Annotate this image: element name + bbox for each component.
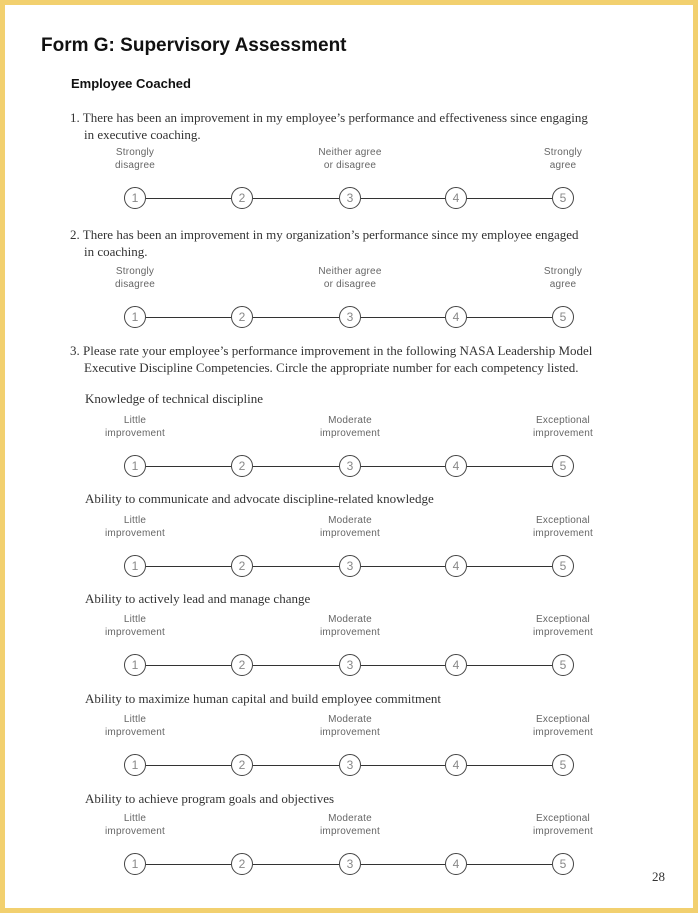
scale-question-2 (5, 265, 693, 345)
anchor-label-line-2: improvement (533, 727, 593, 738)
anchor-label-line-2: improvement (320, 528, 380, 539)
rating-option-1[interactable]: 1 (124, 455, 146, 477)
rating-option-3[interactable]: 3 (339, 455, 361, 477)
rating-option-1[interactable]: 1 (124, 306, 146, 328)
anchor-label-line-1: Moderate (328, 813, 372, 824)
anchor-label-low (80, 265, 190, 291)
anchor-label-line-2: improvement (320, 428, 380, 439)
anchor-label-line-2: improvement (105, 428, 165, 439)
scale-connector-line (146, 765, 231, 766)
question-1 (70, 109, 640, 143)
question-2 (70, 226, 640, 260)
rating-option-4[interactable]: 4 (445, 187, 467, 209)
competency-4-label: Ability to maximize human capital and build employee commitment (85, 691, 441, 706)
form-title: Form G: Supervisory Assessment (41, 35, 347, 56)
scale-competency-1 (5, 414, 693, 494)
scale-connector-line (467, 864, 552, 865)
anchor-label-line-2: improvement (320, 826, 380, 837)
anchor-label-mid (295, 613, 405, 639)
anchor-label-line-2: improvement (320, 627, 380, 638)
rating-option-1[interactable]: 1 (124, 555, 146, 577)
anchor-label-line-1: Little (123, 614, 147, 625)
rating-option-1[interactable]: 1 (124, 654, 146, 676)
scale-connector-line (253, 765, 339, 766)
anchor-label-high (508, 613, 618, 639)
competency-2-label: Ability to communicate and advocate discipline-related knowledge (85, 491, 434, 506)
anchor-label-line-1: Moderate (328, 515, 372, 526)
anchor-label-line-1: Strongly (543, 266, 583, 277)
anchor-label-low (80, 414, 190, 440)
rating-option-5[interactable]: 5 (552, 306, 574, 328)
scale-competency-4 (5, 713, 693, 793)
rating-option-3[interactable]: 3 (339, 654, 361, 676)
section-title: Employee Coached (71, 76, 191, 91)
rating-option-3[interactable]: 3 (339, 555, 361, 577)
scale-connector-line (361, 864, 445, 865)
rating-option-5[interactable]: 5 (552, 754, 574, 776)
scale-competency-2 (5, 514, 693, 594)
question-2-line-2: in coaching. (84, 244, 148, 259)
competency-3-label: Ability to actively lead and manage change (85, 591, 311, 606)
anchor-label-mid (295, 713, 405, 739)
anchor-label-low (80, 713, 190, 739)
anchor-label-low (80, 514, 190, 540)
anchor-label-low (80, 812, 190, 838)
anchor-label-line-1: Strongly (543, 147, 583, 158)
scale-connector-line (467, 566, 552, 567)
anchor-label-line-1: Exceptional (536, 415, 590, 426)
rating-option-3[interactable]: 3 (339, 853, 361, 875)
scale-connector-line (467, 765, 552, 766)
scale-connector-line (146, 864, 231, 865)
anchor-label-line-1: Exceptional (536, 714, 590, 725)
rating-option-1[interactable]: 1 (124, 187, 146, 209)
scale-connector-line (467, 665, 552, 666)
anchor-label-line-1: Little (123, 415, 147, 426)
scale-connector-line (253, 864, 339, 865)
anchor-label-line-2: disagree (115, 160, 155, 171)
scale-question-1 (5, 146, 693, 226)
scale-competency-5 (5, 812, 693, 892)
form-page (5, 5, 693, 908)
anchor-label-line-2: improvement (105, 528, 165, 539)
anchor-label-line-1: Little (123, 714, 147, 725)
anchor-label-high (508, 713, 618, 739)
scale-connector-line (467, 198, 552, 199)
competency-1-label: Knowledge of technical discipline (85, 391, 263, 406)
anchor-label-high (508, 146, 618, 172)
question-3 (70, 342, 640, 376)
rating-option-2[interactable]: 2 (231, 555, 253, 577)
anchor-label-line-1: Exceptional (536, 515, 590, 526)
anchor-label-line-2: disagree (115, 279, 155, 290)
rating-option-4[interactable]: 4 (445, 455, 467, 477)
anchor-label-line-1: Moderate (328, 714, 372, 725)
rating-option-5[interactable]: 5 (552, 455, 574, 477)
anchor-label-line-2: or disagree (323, 279, 377, 290)
rating-option-5[interactable]: 5 (552, 853, 574, 875)
anchor-label-line-1: Neither agree (318, 266, 382, 277)
rating-option-2[interactable]: 2 (231, 853, 253, 875)
rating-option-1[interactable]: 1 (124, 853, 146, 875)
rating-option-1[interactable]: 1 (124, 754, 146, 776)
rating-option-2[interactable]: 2 (231, 306, 253, 328)
scale-connector-line (361, 317, 445, 318)
anchor-label-mid (295, 265, 405, 291)
rating-option-5[interactable]: 5 (552, 555, 574, 577)
question-3-line-1: 3. Please rate your employee’s performance improvement in the following NASA Leadership Model (70, 343, 593, 358)
scale-connector-line (361, 665, 445, 666)
scale-connector-line (253, 317, 339, 318)
rating-option-3[interactable]: 3 (339, 754, 361, 776)
rating-option-3[interactable]: 3 (339, 187, 361, 209)
rating-option-2[interactable]: 2 (231, 654, 253, 676)
rating-option-3[interactable]: 3 (339, 306, 361, 328)
anchor-label-low (80, 146, 190, 172)
question-1-line-2: in executive coaching. (84, 127, 201, 142)
anchor-label-line-1: Moderate (328, 614, 372, 625)
anchor-label-line-2: improvement (533, 826, 593, 837)
anchor-label-line-2: improvement (533, 627, 593, 638)
scale-connector-line (253, 566, 339, 567)
scale-connector-line (361, 466, 445, 467)
question-2-line-1: 2. There has been an improvement in my organization’s performance since my employee engaged (70, 227, 579, 242)
anchor-label-line-1: Little (123, 515, 147, 526)
rating-option-2[interactable]: 2 (231, 754, 253, 776)
scale-connector-line (467, 317, 552, 318)
anchor-label-high (508, 414, 618, 440)
anchor-label-mid (295, 146, 405, 172)
scale-connector-line (253, 198, 339, 199)
anchor-label-mid (295, 414, 405, 440)
anchor-label-line-1: Exceptional (536, 813, 590, 824)
rating-option-4[interactable]: 4 (445, 306, 467, 328)
anchor-label-low (80, 613, 190, 639)
question-1-line-1: 1. There has been an improvement in my employee’s performance and effectiveness since engaging (70, 110, 588, 125)
anchor-label-line-2: or disagree (323, 160, 377, 171)
question-3-line-2: Executive Discipline Competencies. Circle the appropriate number for each competency listed. (84, 360, 579, 375)
rating-option-4[interactable]: 4 (445, 754, 467, 776)
rating-option-4[interactable]: 4 (445, 853, 467, 875)
anchor-label-line-2: improvement (105, 826, 165, 837)
anchor-label-mid (295, 812, 405, 838)
scale-connector-line (467, 466, 552, 467)
rating-option-4[interactable]: 4 (445, 555, 467, 577)
scale-connector-line (253, 466, 339, 467)
scale-connector-line (146, 198, 231, 199)
competency-5-label: Ability to achieve program goals and objectives (85, 791, 335, 806)
anchor-label-line-2: agree (549, 279, 577, 290)
rating-option-2[interactable]: 2 (231, 455, 253, 477)
anchor-label-high (508, 514, 618, 540)
anchor-label-line-2: improvement (105, 627, 165, 638)
anchor-label-line-2: improvement (533, 428, 593, 439)
rating-option-5[interactable]: 5 (552, 654, 574, 676)
anchor-label-mid (295, 514, 405, 540)
scale-connector-line (146, 317, 231, 318)
anchor-label-line-1: Neither agree (318, 147, 382, 158)
anchor-label-line-2: improvement (533, 528, 593, 539)
scale-connector-line (146, 566, 231, 567)
scale-competency-3 (5, 613, 693, 693)
anchor-label-line-1: Exceptional (536, 614, 590, 625)
anchor-label-high (508, 265, 618, 291)
scale-connector-line (146, 665, 231, 666)
scale-connector-line (361, 198, 445, 199)
scale-connector-line (361, 566, 445, 567)
scale-connector-line (146, 466, 231, 467)
anchor-label-line-2: agree (549, 160, 577, 171)
anchor-label-line-1: Little (123, 813, 147, 824)
anchor-label-line-2: improvement (320, 727, 380, 738)
scale-connector-line (253, 665, 339, 666)
anchor-label-line-2: improvement (105, 727, 165, 738)
page-number: 28 (652, 869, 665, 884)
rating-option-5[interactable]: 5 (552, 187, 574, 209)
anchor-label-high (508, 812, 618, 838)
anchor-label-line-1: Strongly (115, 147, 155, 158)
scale-connector-line (361, 765, 445, 766)
anchor-label-line-1: Moderate (328, 415, 372, 426)
anchor-label-line-1: Strongly (115, 266, 155, 277)
rating-option-4[interactable]: 4 (445, 654, 467, 676)
rating-option-2[interactable]: 2 (231, 187, 253, 209)
